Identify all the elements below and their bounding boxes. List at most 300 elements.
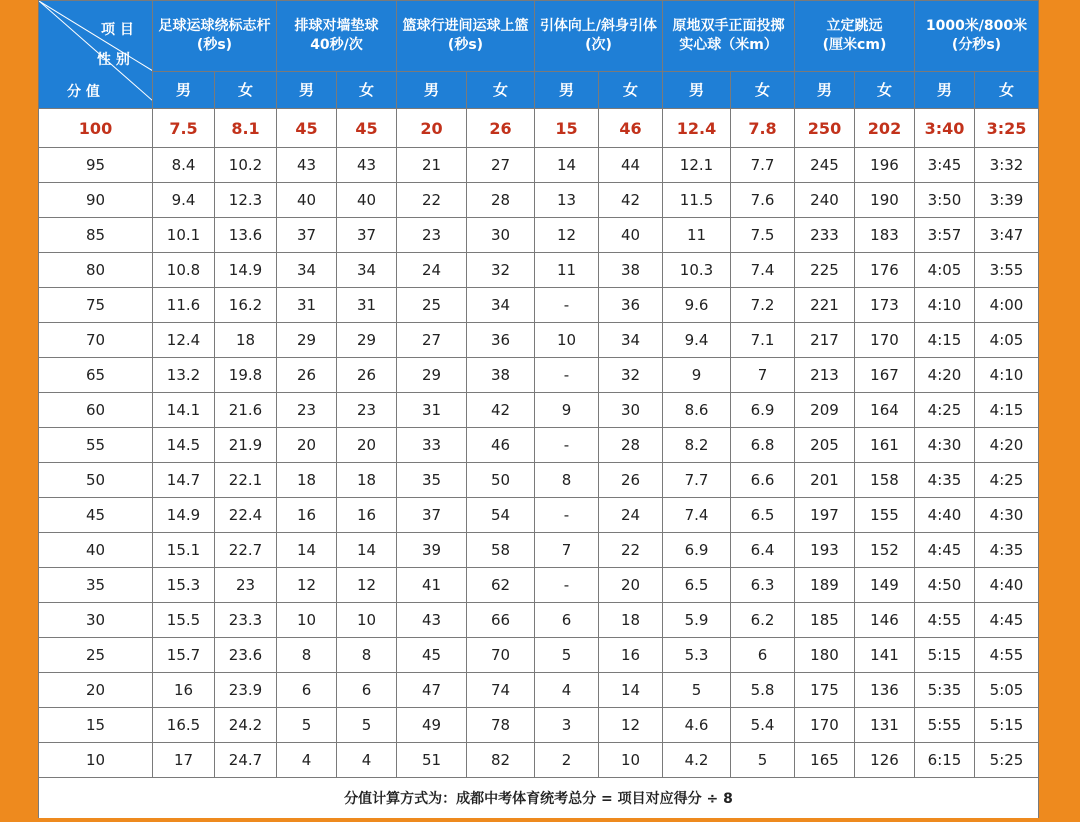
value-cell: 5:15 xyxy=(915,638,975,673)
value-cell: 14.1 xyxy=(153,393,215,428)
value-cell: 45 xyxy=(277,109,337,148)
value-cell: 209 xyxy=(795,393,855,428)
value-cell: 6.9 xyxy=(663,533,731,568)
value-cell: 12 xyxy=(337,568,397,603)
value-cell: 3:40 xyxy=(915,109,975,148)
gender-male: 男 xyxy=(915,72,975,109)
value-cell: 5:15 xyxy=(975,708,1039,743)
value-cell: 4:30 xyxy=(975,498,1039,533)
value-cell: 34 xyxy=(467,288,535,323)
value-cell: 4:40 xyxy=(975,568,1039,603)
value-cell: 146 xyxy=(855,603,915,638)
value-cell: 58 xyxy=(467,533,535,568)
score-table xyxy=(38,0,1039,818)
value-cell: 7.2 xyxy=(731,288,795,323)
gender-male: 男 xyxy=(397,72,467,109)
value-cell: 50 xyxy=(467,463,535,498)
value-cell: 27 xyxy=(397,323,467,358)
value-cell: 16 xyxy=(599,638,663,673)
value-cell: 20 xyxy=(277,428,337,463)
value-cell: 23 xyxy=(277,393,337,428)
value-cell: 4:45 xyxy=(975,603,1039,638)
value-cell: 16.5 xyxy=(153,708,215,743)
value-cell: 196 xyxy=(855,148,915,183)
event-header-3 xyxy=(397,1,535,72)
value-cell: 62 xyxy=(467,568,535,603)
value-cell: 6.9 xyxy=(731,393,795,428)
event-header-6 xyxy=(795,1,915,72)
value-cell: 7.7 xyxy=(663,463,731,498)
value-cell: 54 xyxy=(467,498,535,533)
score-sheet xyxy=(38,0,1038,818)
value-cell: 3:45 xyxy=(915,148,975,183)
value-cell: 8.2 xyxy=(663,428,731,463)
value-cell: 4.6 xyxy=(663,708,731,743)
table-row xyxy=(39,463,1039,498)
value-cell: 23 xyxy=(337,393,397,428)
value-cell: - xyxy=(535,288,599,323)
value-cell: 22.4 xyxy=(215,498,277,533)
gender-male: 男 xyxy=(663,72,731,109)
value-cell: 10.2 xyxy=(215,148,277,183)
value-cell: 3:57 xyxy=(915,218,975,253)
value-cell: 4:30 xyxy=(915,428,975,463)
value-cell: 78 xyxy=(467,708,535,743)
value-cell: 25 xyxy=(397,288,467,323)
value-cell: 13 xyxy=(535,183,599,218)
value-cell: 38 xyxy=(467,358,535,393)
value-cell: 7.8 xyxy=(731,109,795,148)
value-cell: 46 xyxy=(467,428,535,463)
score-cell: 55 xyxy=(39,428,153,463)
corner-item-label: 项 目 xyxy=(101,22,134,38)
event-header-4 xyxy=(535,1,663,72)
value-cell: 18 xyxy=(277,463,337,498)
value-cell: 9.4 xyxy=(663,323,731,358)
value-cell: 12.4 xyxy=(663,109,731,148)
value-cell: 136 xyxy=(855,673,915,708)
event-header-line: (秒s) xyxy=(196,37,233,53)
value-cell: 16.2 xyxy=(215,288,277,323)
gender-female: 女 xyxy=(337,72,397,109)
value-cell: - xyxy=(535,358,599,393)
value-cell: 43 xyxy=(397,603,467,638)
value-cell: 26 xyxy=(277,358,337,393)
event-header-line: (厘米cm) xyxy=(822,37,887,53)
value-cell: 245 xyxy=(795,148,855,183)
value-cell: 152 xyxy=(855,533,915,568)
value-cell: 26 xyxy=(337,358,397,393)
value-cell: 170 xyxy=(855,323,915,358)
value-cell: 4:25 xyxy=(975,463,1039,498)
table-row xyxy=(39,533,1039,568)
value-cell: 70 xyxy=(467,638,535,673)
table-row-top xyxy=(39,109,1039,148)
value-cell: 180 xyxy=(795,638,855,673)
table-row xyxy=(39,743,1039,778)
value-cell: 9.4 xyxy=(153,183,215,218)
value-cell: 37 xyxy=(337,218,397,253)
value-cell: 5 xyxy=(277,708,337,743)
value-cell: 9 xyxy=(663,358,731,393)
table-row xyxy=(39,218,1039,253)
value-cell: 23 xyxy=(397,218,467,253)
event-header-line: 实心球（米m） xyxy=(679,37,778,53)
gender-female: 女 xyxy=(731,72,795,109)
value-cell: 28 xyxy=(467,183,535,218)
value-cell: 155 xyxy=(855,498,915,533)
score-cell: 100 xyxy=(39,109,153,148)
value-cell: 19.8 xyxy=(215,358,277,393)
value-cell: 3:55 xyxy=(975,253,1039,288)
value-cell: 6 xyxy=(535,603,599,638)
value-cell: 5:05 xyxy=(975,673,1039,708)
value-cell: 4:20 xyxy=(915,358,975,393)
value-cell: 221 xyxy=(795,288,855,323)
table-row xyxy=(39,183,1039,218)
value-cell: 165 xyxy=(795,743,855,778)
value-cell: 11.6 xyxy=(153,288,215,323)
value-cell: 40 xyxy=(277,183,337,218)
value-cell: 12 xyxy=(535,218,599,253)
value-cell: 3:32 xyxy=(975,148,1039,183)
value-cell: 24.2 xyxy=(215,708,277,743)
value-cell: 29 xyxy=(277,323,337,358)
value-cell: 23.3 xyxy=(215,603,277,638)
value-cell: 3:47 xyxy=(975,218,1039,253)
value-cell: 31 xyxy=(337,288,397,323)
value-cell: 4:50 xyxy=(915,568,975,603)
value-cell: 22.7 xyxy=(215,533,277,568)
value-cell: 6 xyxy=(337,673,397,708)
value-cell: 30 xyxy=(599,393,663,428)
value-cell: 10.1 xyxy=(153,218,215,253)
value-cell: 21 xyxy=(397,148,467,183)
value-cell: 4:15 xyxy=(975,393,1039,428)
value-cell: 5.8 xyxy=(731,673,795,708)
value-cell: 167 xyxy=(855,358,915,393)
value-cell: 217 xyxy=(795,323,855,358)
value-cell: 23.9 xyxy=(215,673,277,708)
value-cell: 29 xyxy=(397,358,467,393)
value-cell: 21.6 xyxy=(215,393,277,428)
value-cell: 30 xyxy=(467,218,535,253)
value-cell: 197 xyxy=(795,498,855,533)
event-header-line: 篮球行进间运球上篮 xyxy=(402,18,529,34)
value-cell: 5 xyxy=(337,708,397,743)
table-row xyxy=(39,428,1039,463)
value-cell: 5.9 xyxy=(663,603,731,638)
value-cell: 161 xyxy=(855,428,915,463)
value-cell: 175 xyxy=(795,673,855,708)
value-cell: 20 xyxy=(397,109,467,148)
event-header-line: 排球对墙垫球 xyxy=(294,18,379,34)
table-row xyxy=(39,568,1039,603)
corner-header xyxy=(39,1,153,109)
table-row xyxy=(39,498,1039,533)
score-cell: 85 xyxy=(39,218,153,253)
value-cell: 5 xyxy=(535,638,599,673)
value-cell: 5 xyxy=(731,743,795,778)
value-cell: 35 xyxy=(397,463,467,498)
value-cell: 14.7 xyxy=(153,463,215,498)
value-cell: 38 xyxy=(599,253,663,288)
value-cell: 14.5 xyxy=(153,428,215,463)
value-cell: 22.1 xyxy=(215,463,277,498)
value-cell: 32 xyxy=(599,358,663,393)
value-cell: 15.5 xyxy=(153,603,215,638)
score-cell: 75 xyxy=(39,288,153,323)
event-header-5 xyxy=(663,1,795,72)
value-cell: 24 xyxy=(397,253,467,288)
event-header-7 xyxy=(915,1,1039,72)
value-cell: 10.3 xyxy=(663,253,731,288)
value-cell: 4 xyxy=(277,743,337,778)
value-cell: 31 xyxy=(397,393,467,428)
value-cell: 14.9 xyxy=(215,253,277,288)
value-cell: 45 xyxy=(397,638,467,673)
value-cell: 6.4 xyxy=(731,533,795,568)
value-cell: 240 xyxy=(795,183,855,218)
value-cell: - xyxy=(535,428,599,463)
score-cell: 25 xyxy=(39,638,153,673)
value-cell: 16 xyxy=(337,498,397,533)
event-header-line: 1000米/800米 xyxy=(925,18,1028,34)
value-cell: 12 xyxy=(277,568,337,603)
value-cell: 164 xyxy=(855,393,915,428)
value-cell: 8.1 xyxy=(215,109,277,148)
event-header-line: 引体向上/斜身引体 xyxy=(539,18,658,34)
value-cell: 18 xyxy=(337,463,397,498)
value-cell: 7.5 xyxy=(731,218,795,253)
value-cell: 46 xyxy=(599,109,663,148)
value-cell: 23 xyxy=(215,568,277,603)
value-cell: 201 xyxy=(795,463,855,498)
event-header-2 xyxy=(277,1,397,72)
score-cell: 70 xyxy=(39,323,153,358)
value-cell: 10 xyxy=(337,603,397,638)
value-cell: 8 xyxy=(277,638,337,673)
value-cell: 6.8 xyxy=(731,428,795,463)
value-cell: 6.5 xyxy=(731,498,795,533)
table-row xyxy=(39,638,1039,673)
value-cell: 10 xyxy=(535,323,599,358)
table-row xyxy=(39,603,1039,638)
value-cell: 40 xyxy=(599,218,663,253)
value-cell: 4:05 xyxy=(975,323,1039,358)
value-cell: 4:15 xyxy=(915,323,975,358)
value-cell: 11 xyxy=(535,253,599,288)
value-cell: 4:10 xyxy=(915,288,975,323)
value-cell: 6 xyxy=(731,638,795,673)
value-cell: 4 xyxy=(535,673,599,708)
value-cell: 7 xyxy=(731,358,795,393)
value-cell: 6:15 xyxy=(915,743,975,778)
value-cell: 13.6 xyxy=(215,218,277,253)
value-cell: 10 xyxy=(277,603,337,638)
value-cell: 15 xyxy=(535,109,599,148)
table-row xyxy=(39,148,1039,183)
value-cell: 7.4 xyxy=(663,498,731,533)
value-cell: 6.6 xyxy=(731,463,795,498)
value-cell: 23.6 xyxy=(215,638,277,673)
gender-female: 女 xyxy=(855,72,915,109)
value-cell: 4:10 xyxy=(975,358,1039,393)
gender-male: 男 xyxy=(277,72,337,109)
value-cell: 4:40 xyxy=(915,498,975,533)
value-cell: 190 xyxy=(855,183,915,218)
value-cell: 18 xyxy=(599,603,663,638)
value-cell: 31 xyxy=(277,288,337,323)
value-cell: 3:25 xyxy=(975,109,1039,148)
value-cell: 4:25 xyxy=(915,393,975,428)
value-cell: 15.7 xyxy=(153,638,215,673)
value-cell: 5 xyxy=(663,673,731,708)
score-cell: 80 xyxy=(39,253,153,288)
value-cell: 27 xyxy=(467,148,535,183)
gender-female: 女 xyxy=(599,72,663,109)
value-cell: 141 xyxy=(855,638,915,673)
value-cell: 43 xyxy=(277,148,337,183)
value-cell: 42 xyxy=(467,393,535,428)
value-cell: 4 xyxy=(337,743,397,778)
table-row xyxy=(39,673,1039,708)
value-cell: 225 xyxy=(795,253,855,288)
value-cell: 173 xyxy=(855,288,915,323)
value-cell: 213 xyxy=(795,358,855,393)
value-cell: 11 xyxy=(663,218,731,253)
value-cell: 20 xyxy=(599,568,663,603)
value-cell: - xyxy=(535,568,599,603)
value-cell: 3:50 xyxy=(915,183,975,218)
value-cell: 5.4 xyxy=(731,708,795,743)
event-header-line: 足球运球绕标志杆 xyxy=(158,18,271,34)
gender-female: 女 xyxy=(467,72,535,109)
value-cell: 4:00 xyxy=(975,288,1039,323)
value-cell: 176 xyxy=(855,253,915,288)
value-cell: 40 xyxy=(337,183,397,218)
value-cell: 7.6 xyxy=(731,183,795,218)
value-cell: 66 xyxy=(467,603,535,638)
value-cell: 3 xyxy=(535,708,599,743)
score-cell: 30 xyxy=(39,603,153,638)
value-cell: 4:35 xyxy=(975,533,1039,568)
value-cell: 5:25 xyxy=(975,743,1039,778)
value-cell: 183 xyxy=(855,218,915,253)
value-cell: 149 xyxy=(855,568,915,603)
score-cell: 50 xyxy=(39,463,153,498)
score-cell: 45 xyxy=(39,498,153,533)
value-cell: 36 xyxy=(599,288,663,323)
value-cell: 7.1 xyxy=(731,323,795,358)
value-cell: 24 xyxy=(599,498,663,533)
table-row xyxy=(39,358,1039,393)
score-cell: 15 xyxy=(39,708,153,743)
value-cell: - xyxy=(535,498,599,533)
value-cell: 8 xyxy=(337,638,397,673)
gender-female: 女 xyxy=(215,72,277,109)
table-row xyxy=(39,708,1039,743)
value-cell: 32 xyxy=(467,253,535,288)
event-header-line: (次) xyxy=(585,37,612,53)
value-cell: 37 xyxy=(397,498,467,533)
value-cell: 20 xyxy=(337,428,397,463)
value-cell: 16 xyxy=(277,498,337,533)
value-cell: 6.2 xyxy=(731,603,795,638)
value-cell: 4:45 xyxy=(915,533,975,568)
value-cell: 9.6 xyxy=(663,288,731,323)
value-cell: 37 xyxy=(277,218,337,253)
value-cell: 42 xyxy=(599,183,663,218)
value-cell: 202 xyxy=(855,109,915,148)
score-cell: 10 xyxy=(39,743,153,778)
value-cell: 24.7 xyxy=(215,743,277,778)
value-cell: 4:35 xyxy=(915,463,975,498)
gender-male: 男 xyxy=(153,72,215,109)
event-header-1 xyxy=(153,1,277,72)
value-cell: 158 xyxy=(855,463,915,498)
value-cell: 4:55 xyxy=(975,638,1039,673)
value-cell: 7.4 xyxy=(731,253,795,288)
table-row xyxy=(39,253,1039,288)
value-cell: 14 xyxy=(599,673,663,708)
value-cell: 7.7 xyxy=(731,148,795,183)
value-cell: 22 xyxy=(599,533,663,568)
value-cell: 5:35 xyxy=(915,673,975,708)
value-cell: 10 xyxy=(599,743,663,778)
value-cell: 6.3 xyxy=(731,568,795,603)
value-cell: 5:55 xyxy=(915,708,975,743)
event-header-line: 40秒/次 xyxy=(310,37,363,53)
value-cell: 8 xyxy=(535,463,599,498)
value-cell: 21.9 xyxy=(215,428,277,463)
value-cell: 10.8 xyxy=(153,253,215,288)
value-cell: 41 xyxy=(397,568,467,603)
value-cell: 15.1 xyxy=(153,533,215,568)
score-cell: 35 xyxy=(39,568,153,603)
event-header-line: 原地双手正面投掷 xyxy=(672,18,785,34)
value-cell: 8.4 xyxy=(153,148,215,183)
score-cell: 95 xyxy=(39,148,153,183)
value-cell: 170 xyxy=(795,708,855,743)
value-cell: 14 xyxy=(337,533,397,568)
value-cell: 74 xyxy=(467,673,535,708)
value-cell: 82 xyxy=(467,743,535,778)
value-cell: 33 xyxy=(397,428,467,463)
score-cell: 60 xyxy=(39,393,153,428)
gender-female: 女 xyxy=(975,72,1039,109)
footer-row xyxy=(39,778,1039,819)
value-cell: 8.6 xyxy=(663,393,731,428)
gender-male: 男 xyxy=(795,72,855,109)
table-row xyxy=(39,288,1039,323)
table-row xyxy=(39,393,1039,428)
value-cell: 131 xyxy=(855,708,915,743)
value-cell: 5.3 xyxy=(663,638,731,673)
value-cell: 7 xyxy=(535,533,599,568)
value-cell: 6 xyxy=(277,673,337,708)
score-cell: 90 xyxy=(39,183,153,218)
value-cell: 4:55 xyxy=(915,603,975,638)
score-cell: 65 xyxy=(39,358,153,393)
value-cell: 12.1 xyxy=(663,148,731,183)
value-cell: 22 xyxy=(397,183,467,218)
value-cell: 49 xyxy=(397,708,467,743)
value-cell: 34 xyxy=(337,253,397,288)
value-cell: 34 xyxy=(599,323,663,358)
value-cell: 36 xyxy=(467,323,535,358)
value-cell: 250 xyxy=(795,109,855,148)
